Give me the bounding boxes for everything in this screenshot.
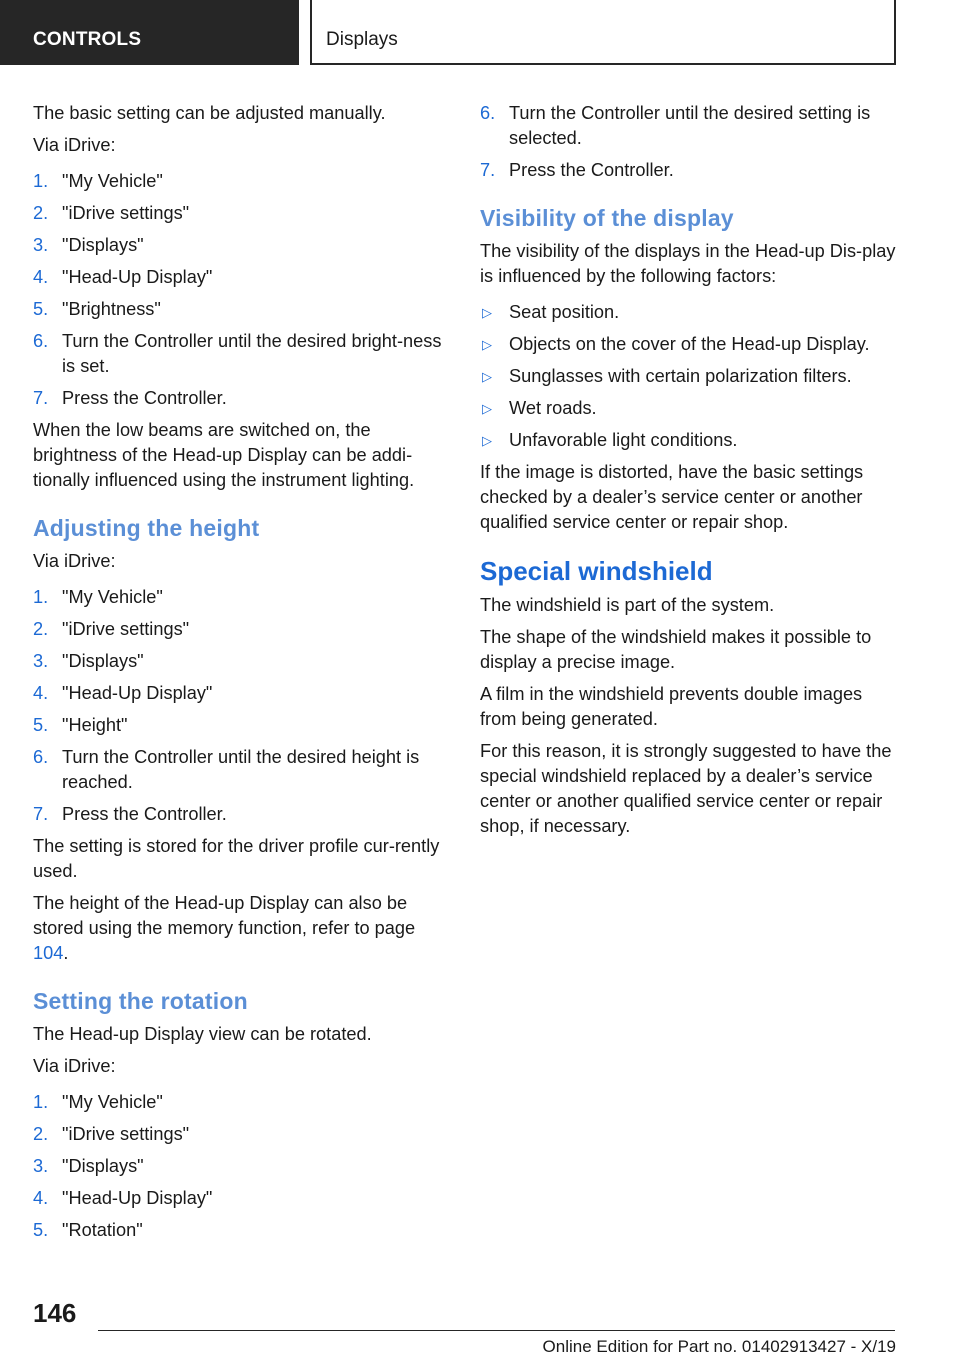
- step-number: 7.: [33, 388, 49, 408]
- step-number: 2.: [33, 619, 49, 639]
- windshield-text-4: For this reason, it is strongly suggested to have the special windshield replaced by a dealer’s service center or another qualified service center or repair shop, if necessary.: [480, 741, 892, 836]
- step-text: "iDrive settings": [62, 1124, 190, 1144]
- step-text: "Height": [62, 715, 128, 735]
- step-number: 5.: [33, 715, 49, 735]
- height-steps: [33, 585, 443, 827]
- memory-text: [33, 891, 443, 966]
- list-item: [33, 745, 443, 795]
- list-item: [33, 802, 443, 827]
- step-text: Press the Controller.: [509, 160, 674, 180]
- step-text: "Brightness": [62, 299, 161, 319]
- page-number: 146: [33, 1298, 77, 1328]
- list-item: [33, 681, 443, 706]
- step-number: 2.: [33, 203, 49, 223]
- list-item: [33, 585, 443, 610]
- via-idrive-label: Via iDrive:: [33, 1056, 116, 1076]
- step-text: Press the Controller.: [62, 804, 227, 824]
- step-number: 1.: [33, 171, 49, 191]
- list-item: [33, 1122, 443, 1147]
- intro-text: The basic setting can be adjusted manually.: [33, 103, 386, 123]
- heading-special-windshield: Special windshield: [480, 556, 713, 586]
- list-item: [33, 1090, 443, 1115]
- chapter-tab: [310, 0, 896, 65]
- section-title: CONTROLS: [33, 29, 142, 50]
- step-text: "Displays": [62, 651, 144, 671]
- page-reference-link[interactable]: 104: [33, 943, 64, 963]
- memory-text-lead: The height of the Head-up Display can also be stored using the memory function, refer to page: [33, 893, 416, 938]
- triangle-right-icon: ▷: [482, 337, 492, 352]
- step-text: "Displays": [62, 235, 144, 255]
- edition-info: Online Edition for Part no. 01402913427 - X/19: [542, 1337, 896, 1356]
- rotation-steps: [33, 1090, 443, 1243]
- via-idrive-label: Via iDrive:: [33, 551, 116, 571]
- step-number: 7.: [33, 804, 49, 824]
- step-text: "My Vehicle": [62, 1092, 163, 1112]
- heading-visibility: Visibility of the display: [480, 205, 734, 231]
- list-item: [33, 265, 443, 290]
- list-item: [480, 332, 898, 357]
- visibility-factors: [480, 300, 898, 453]
- step-number: 2.: [33, 1124, 49, 1144]
- step-text: "Displays": [62, 1156, 144, 1176]
- bullet-text: Unfavorable light conditions.: [509, 430, 738, 450]
- step-text: "My Vehicle": [62, 587, 163, 607]
- step-text: "My Vehicle": [62, 171, 163, 191]
- step-number: 3.: [33, 235, 49, 255]
- bullet-text: Objects on the cover of the Head-up Display.: [509, 334, 870, 354]
- rotated-text: The Head-up Display view can be rotated.: [33, 1024, 372, 1044]
- step-text: Press the Controller.: [62, 388, 227, 408]
- list-item: [480, 101, 898, 151]
- heading-setting-rotation: Setting the rotation: [33, 988, 248, 1014]
- brightness-steps: [33, 169, 443, 411]
- chapter-title: Displays: [326, 29, 398, 50]
- windshield-text-1: The windshield is part of the system.: [480, 595, 775, 615]
- step-number: 5.: [33, 1220, 49, 1240]
- step-text: "iDrive settings": [62, 619, 190, 639]
- list-item: [33, 713, 443, 738]
- step-text: "Head-Up Display": [62, 683, 213, 703]
- via-idrive-label: Via iDrive:: [33, 135, 116, 155]
- lowbeam-text: When the low beams are switched on, the brightness of the Head-up Display can be addi‐tionally influenced using the instrument lighting.: [33, 420, 415, 490]
- step-number: 4.: [33, 683, 49, 703]
- step-number: 3.: [33, 1156, 49, 1176]
- memory-text-end: .: [63, 943, 69, 963]
- step-number: 6.: [480, 103, 496, 123]
- step-number: 4.: [33, 1188, 49, 1208]
- list-item: [33, 1154, 443, 1179]
- triangle-right-icon: ▷: [482, 401, 492, 416]
- bullet-text: Sunglasses with certain polarization filters.: [509, 366, 852, 386]
- bullet-text: Wet roads.: [509, 398, 597, 418]
- distorted-text: If the image is distorted, have the basic settings checked by a dealer’s service center or another qualified service center or repair shop.: [480, 462, 864, 532]
- list-item: [33, 386, 443, 411]
- stored-text: The setting is stored for the driver profile cur‐rently used.: [33, 836, 440, 881]
- windshield-text-2: The shape of the windshield makes it possible to display a precise image.: [480, 627, 872, 672]
- step-text: "Rotation": [62, 1220, 143, 1240]
- step-number: 3.: [33, 651, 49, 671]
- step-text: "iDrive settings": [62, 203, 190, 223]
- section-tab: [0, 0, 299, 65]
- step-text: "Head-Up Display": [62, 1188, 213, 1208]
- list-item: [33, 617, 443, 642]
- footer-divider: [98, 1330, 895, 1331]
- step-number: 1.: [33, 587, 49, 607]
- triangle-right-icon: ▷: [482, 305, 492, 320]
- list-item: [33, 329, 443, 379]
- step-text: "Head-Up Display": [62, 267, 213, 287]
- list-item: [480, 364, 898, 389]
- list-item: [33, 233, 443, 258]
- step-number: 5.: [33, 299, 49, 319]
- triangle-right-icon: ▷: [482, 369, 492, 384]
- right-column: [480, 101, 898, 846]
- step-number: 4.: [33, 267, 49, 287]
- windshield-text-3: A film in the windshield prevents double images from being generated.: [480, 684, 863, 729]
- list-item: [33, 649, 443, 674]
- list-item: [480, 396, 898, 421]
- step-number: 6.: [33, 331, 49, 351]
- list-item: [33, 169, 443, 194]
- bullet-text: Seat position.: [509, 302, 620, 322]
- list-item: [33, 1186, 443, 1211]
- step-text: Turn the Controller until the desired bright‐ness is set.: [62, 331, 442, 376]
- list-item: [480, 300, 898, 325]
- step-number: 1.: [33, 1092, 49, 1112]
- step-text: Turn the Controller until the desired height is reached.: [62, 747, 420, 792]
- visibility-intro: The visibility of the displays in the Head-up Dis‐play is influenced by the following factors:: [480, 241, 896, 286]
- list-item: [33, 1218, 443, 1243]
- step-text: Turn the Controller until the desired setting is selected.: [509, 103, 871, 148]
- list-item: [480, 158, 898, 183]
- left-column: [33, 101, 443, 1250]
- list-item: [480, 428, 898, 453]
- rotation-steps-continued: [480, 101, 898, 183]
- heading-adjusting-height: Adjusting the height: [33, 515, 260, 541]
- step-number: 6.: [33, 747, 49, 767]
- step-number: 7.: [480, 160, 496, 180]
- triangle-right-icon: ▷: [482, 433, 492, 448]
- list-item: [33, 297, 443, 322]
- list-item: [33, 201, 443, 226]
